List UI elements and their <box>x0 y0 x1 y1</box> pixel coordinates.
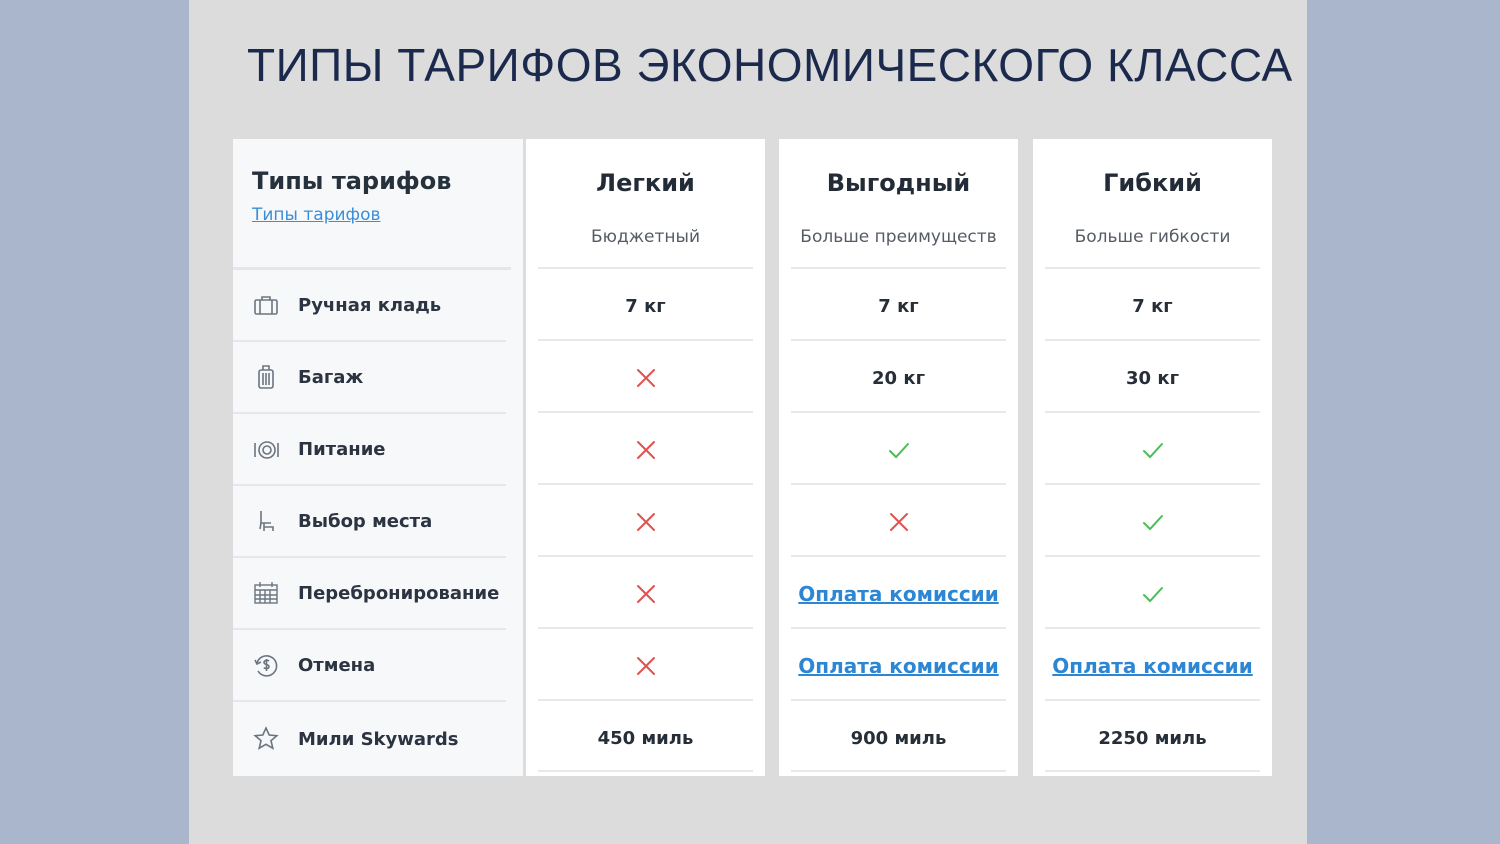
divider <box>791 267 1006 269</box>
fare-subtitle: Бюджетный <box>591 227 700 247</box>
row-label-hand-luggage <box>233 270 506 342</box>
fare-header <box>526 139 765 270</box>
fare-cell <box>779 486 1018 558</box>
row-label-rebooking <box>233 558 506 630</box>
row-label-baggage <box>233 342 506 414</box>
cell-value: 2250 миль <box>1098 727 1207 749</box>
fare-cell <box>526 702 765 774</box>
cell-value: 7 кг <box>625 295 666 317</box>
fare-column-value <box>779 139 1018 776</box>
fare-cell <box>1033 270 1272 342</box>
check-icon <box>1141 510 1165 534</box>
fare-cell <box>1033 342 1272 414</box>
seat-icon <box>252 507 280 535</box>
fare-name: Легкий <box>596 169 695 197</box>
fare-cell <box>526 486 765 558</box>
star-icon <box>252 725 280 753</box>
fare-cell <box>526 342 765 414</box>
check-icon <box>1141 582 1165 606</box>
row-label-miles <box>233 702 506 776</box>
fare-subtitle: Больше гибкости <box>1074 227 1231 247</box>
label-header-title: Типы тарифов <box>252 167 452 195</box>
fare-name: Выгодный <box>826 169 971 197</box>
cell-value: 30 кг <box>1126 367 1179 389</box>
row-label-meal <box>233 414 506 486</box>
fare-header <box>779 139 1018 270</box>
hand-luggage-icon <box>252 291 280 319</box>
cell-value: 450 миль <box>597 727 694 749</box>
check-icon <box>1141 438 1165 462</box>
calendar-icon <box>252 579 280 607</box>
divider <box>1045 267 1260 269</box>
slide-title: ТИПЫ ТАРИФОВ ЭКОНОМИЧЕСКОГО КЛАССА <box>247 39 1293 91</box>
fee-link[interactable]: Оплата комиссии <box>1052 654 1253 678</box>
baggage-icon <box>252 363 280 391</box>
fare-cell <box>779 270 1018 342</box>
fee-link[interactable]: Оплата комиссии <box>798 582 999 606</box>
fare-comparison-table <box>233 139 1276 776</box>
row-label: Ручная кладь <box>298 294 442 316</box>
refund-icon <box>252 651 280 679</box>
cross-icon <box>634 510 658 534</box>
cross-icon <box>887 510 911 534</box>
fare-cell <box>779 630 1018 702</box>
row-label-seat <box>233 486 506 558</box>
row-label: Отмена <box>298 654 376 676</box>
fare-cell <box>779 558 1018 630</box>
fare-cell <box>1033 414 1272 486</box>
row-label: Питание <box>298 438 386 460</box>
cross-icon <box>634 438 658 462</box>
fare-column-light <box>526 139 765 776</box>
fare-column-flex <box>1033 139 1272 776</box>
fare-cell <box>779 702 1018 774</box>
cell-value: 7 кг <box>878 295 919 317</box>
slide <box>189 0 1307 844</box>
label-column <box>233 139 523 776</box>
meal-icon <box>252 435 280 463</box>
fare-cell <box>526 414 765 486</box>
fare-name: Гибкий <box>1103 169 1202 197</box>
fare-types-link[interactable]: Типы тарифов <box>252 205 381 225</box>
check-icon <box>887 438 911 462</box>
cell-value: 20 кг <box>872 367 925 389</box>
row-label: Багаж <box>298 366 364 388</box>
cross-icon <box>634 582 658 606</box>
cell-value: 7 кг <box>1132 295 1173 317</box>
row-label: Выбор места <box>298 510 433 532</box>
cell-value: 900 миль <box>850 727 947 749</box>
fare-cell <box>526 630 765 702</box>
fare-subtitle: Больше преимуществ <box>800 227 997 247</box>
row-label: Мили Skywards <box>298 728 459 750</box>
label-header <box>252 167 451 225</box>
row-label-cancellation <box>233 630 506 702</box>
fare-cell <box>1033 702 1272 774</box>
fare-header <box>1033 139 1272 270</box>
fare-cell <box>1033 486 1272 558</box>
fare-cell <box>779 342 1018 414</box>
divider <box>538 267 753 269</box>
cross-icon <box>634 366 658 390</box>
fare-cell <box>1033 630 1272 702</box>
fare-cell <box>1033 558 1272 630</box>
row-label: Перебронирование <box>298 582 500 604</box>
fare-cell <box>526 270 765 342</box>
fee-link[interactable]: Оплата комиссии <box>798 654 999 678</box>
cross-icon <box>634 654 658 678</box>
fare-cell <box>526 558 765 630</box>
fare-cell <box>779 414 1018 486</box>
